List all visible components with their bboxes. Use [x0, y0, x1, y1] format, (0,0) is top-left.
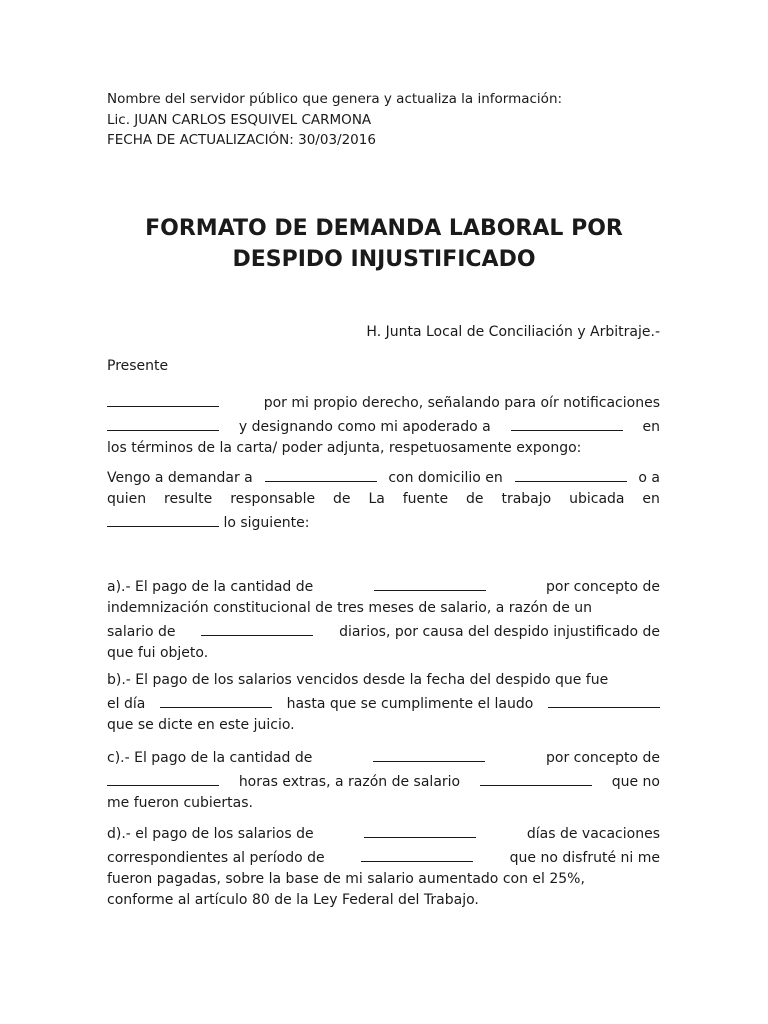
paragraph-text: c).- El pago de la cantidad de	[107, 750, 313, 766]
fill-in-blank[interactable]	[361, 845, 473, 862]
paragraph-text: los términos de la carta/ poder adjunta, respetuosamente expongo:	[107, 440, 582, 456]
fill-in-blank[interactable]	[373, 745, 485, 762]
fill-in-blank[interactable]	[548, 691, 660, 708]
fill-in-blank[interactable]	[265, 465, 377, 482]
title-line-2: DESPIDO INJUSTIFICADO	[232, 247, 536, 272]
paragraph-text: diarios, por causa del despido injustificado de	[339, 624, 660, 640]
claim-item-a	[107, 574, 660, 664]
header-line-name: Lic. JUAN CARLOS ESQUIVEL CARMONA	[107, 111, 372, 128]
paragraph-line	[107, 414, 660, 438]
paragraph-line	[107, 691, 660, 715]
paragraph-text: horas extras, a razón de salario	[238, 774, 461, 790]
word: responsable	[230, 491, 316, 507]
paragraph-text: y designando como mi apoderado a	[238, 419, 491, 435]
paragraph-text: en	[642, 419, 660, 435]
paragraph-text: por concepto de	[546, 579, 660, 595]
paragraph-line	[107, 845, 660, 869]
paragraph-line	[107, 619, 660, 643]
paragraph-text: lo siguiente:	[223, 515, 310, 531]
paragraph-line	[107, 510, 660, 534]
paragraph-text: hasta que se cumplimente el laudo	[286, 696, 534, 712]
fill-in-blank[interactable]	[374, 574, 486, 591]
word: quien	[107, 491, 147, 507]
fill-in-blank[interactable]	[107, 414, 219, 431]
word: La	[368, 491, 385, 507]
word: resulte	[164, 491, 213, 507]
paragraph-text: salario de	[107, 624, 176, 640]
paragraph-text: me fueron cubiertas.	[107, 795, 253, 811]
paragraph-line	[107, 489, 660, 510]
paragraph-text: con domicilio en	[388, 470, 503, 486]
fill-in-blank[interactable]	[364, 821, 476, 838]
fill-in-blank[interactable]	[511, 414, 623, 431]
paragraph-text: b).- El pago de los salarios vencidos desde la fecha del despido que fue	[107, 672, 609, 688]
claim-item-b	[107, 670, 660, 736]
header-line-date: FECHA DE ACTUALIZACIÓN: 30/03/2016	[107, 132, 376, 148]
paragraph-line	[107, 745, 660, 769]
paragraph-text: Vengo a demandar a	[107, 470, 253, 486]
fill-in-blank[interactable]	[160, 691, 272, 708]
word: fuente	[402, 491, 449, 507]
paragraph-text: a).- El pago de la cantidad de	[107, 579, 314, 595]
paragraph-line	[107, 390, 660, 414]
paragraph-text: correspondientes al período de	[107, 850, 325, 866]
claim-item-d	[107, 821, 660, 911]
fill-in-blank[interactable]	[107, 390, 219, 407]
paragraph-text: o a	[638, 470, 660, 486]
fill-in-blank[interactable]	[107, 510, 219, 527]
fill-in-blank[interactable]	[480, 769, 592, 786]
document-header	[107, 89, 562, 151]
fill-in-blank[interactable]	[107, 769, 219, 786]
paragraph-line	[107, 465, 660, 489]
paragraph-line	[107, 769, 660, 793]
paragraph-text: el día	[107, 696, 146, 712]
paragraph-text: días de vacaciones	[526, 826, 660, 842]
paragraph-text: indemnización constitucional de tres meses de salario, a razón de un	[107, 600, 593, 616]
header-line-servant: Nombre del servidor público que genera y actualiza la información:	[107, 91, 563, 107]
fill-in-blank[interactable]	[201, 619, 313, 636]
title-line-1: FORMATO DE DEMANDA LABORAL POR	[145, 216, 623, 241]
claim-item-c	[107, 745, 660, 814]
addressee: H. Junta Local de Conciliación y Arbitraje.-	[366, 324, 660, 340]
paragraph-text: d).- el pago de los salarios de	[107, 826, 314, 842]
paragraph-text: que no disfruté ni me	[509, 850, 660, 866]
paragraph-text: que se dicte en este juicio.	[107, 717, 295, 733]
fill-in-blank[interactable]	[515, 465, 627, 482]
word: de	[333, 491, 351, 507]
greeting: Presente	[107, 358, 169, 374]
paragraph-text: por mi propio derecho, señalando para oír notificaciones	[263, 395, 660, 411]
paragraph-text: fueron pagadas, sobre la base de mi salario aumentado con el 25%,	[107, 871, 585, 887]
document-title	[0, 213, 768, 275]
paragraph-text: que no	[611, 774, 660, 790]
paragraph-text: conforme al artículo 80 de la Ley Federal del Trabajo.	[107, 892, 479, 908]
word: en	[642, 491, 660, 507]
word: trabajo	[501, 491, 552, 507]
word: de	[466, 491, 484, 507]
paragraph-plaintiff	[107, 390, 660, 459]
paragraph-text: que fui objeto.	[107, 645, 209, 661]
paragraph-text: por concepto de	[546, 750, 660, 766]
word: ubicada	[569, 491, 625, 507]
paragraph-demand	[107, 465, 660, 534]
paragraph-line	[107, 821, 660, 845]
paragraph-line	[107, 574, 660, 598]
